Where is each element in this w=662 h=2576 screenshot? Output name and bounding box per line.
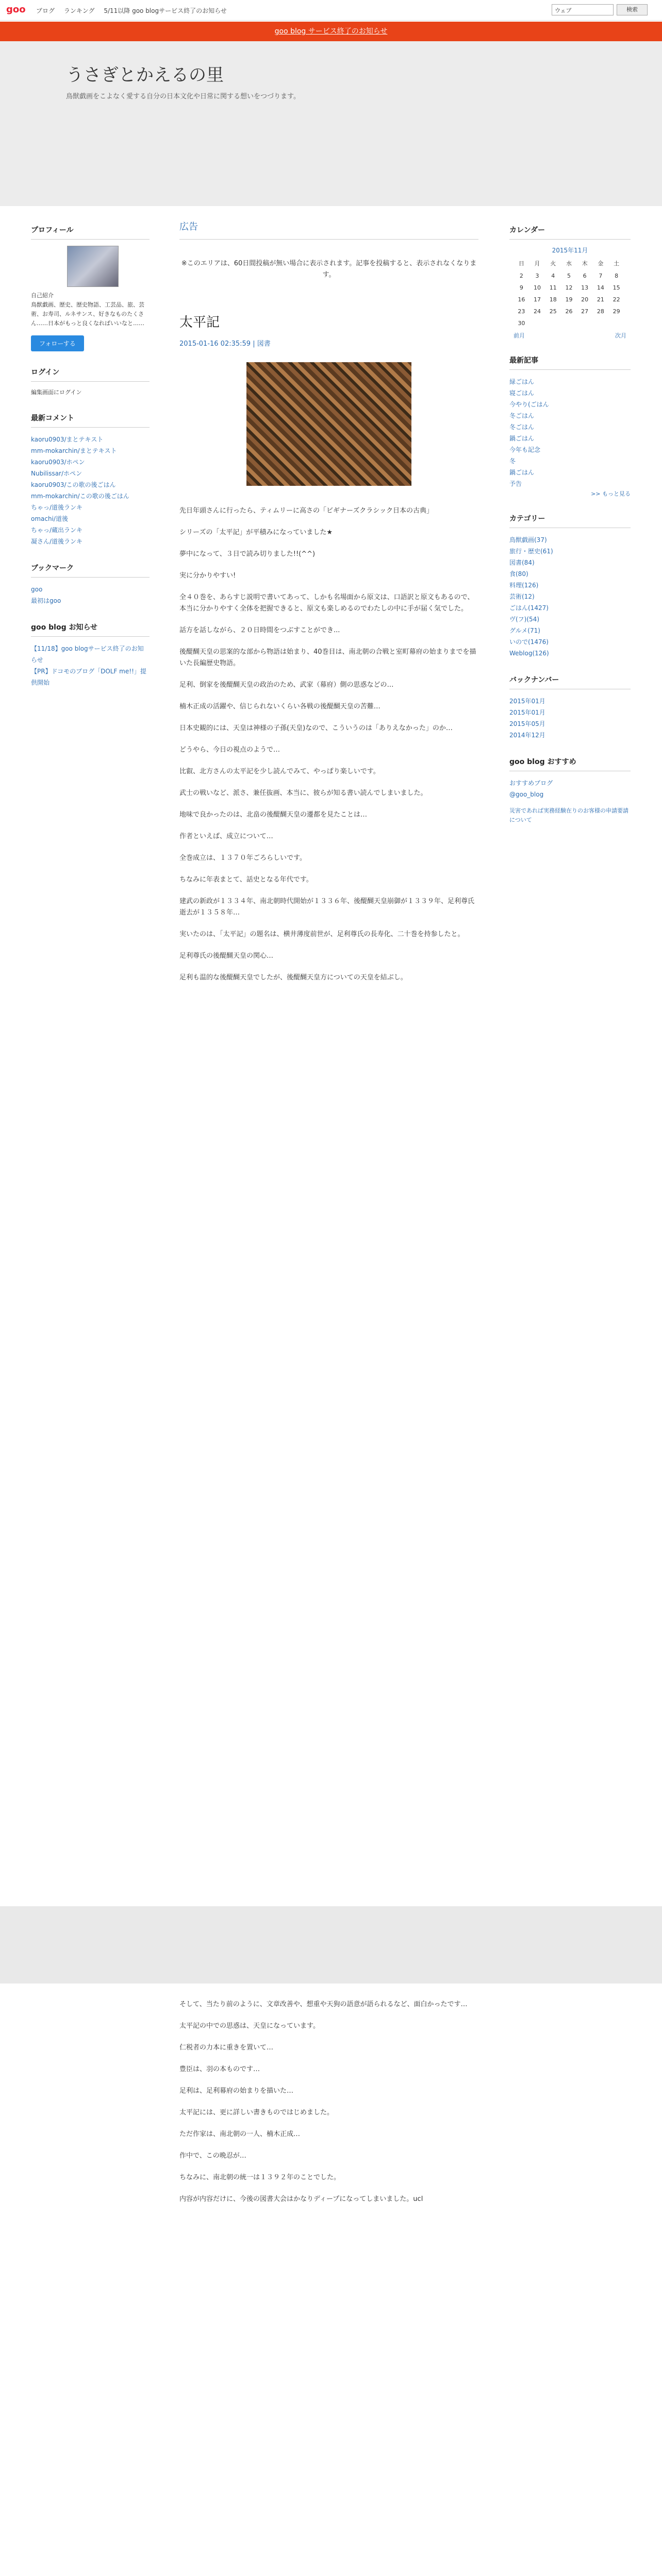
backnumber-list bbox=[509, 696, 631, 741]
paragraph: 夢中になって、３日で読み切りました!!(^^) bbox=[179, 550, 316, 558]
paragraph: 実に分かりやすい! bbox=[179, 572, 236, 580]
recent-comments-heading: 最新コメント bbox=[31, 413, 150, 428]
weekday: 火 bbox=[550, 260, 556, 267]
blog-header bbox=[0, 41, 662, 206]
paragraph: ちなみに、南北朝の統一は１３９２年のことでした。 bbox=[179, 2174, 341, 2181]
list-item bbox=[31, 434, 150, 445]
backnumber-heading: バックナンバー bbox=[509, 674, 631, 689]
weekday: 土 bbox=[614, 260, 620, 267]
weekday: 金 bbox=[598, 260, 604, 267]
day: 6 bbox=[583, 273, 587, 279]
day: 5 bbox=[567, 273, 571, 279]
calendar-next-link[interactable]: 次月 bbox=[615, 332, 626, 339]
day: 25 bbox=[549, 308, 557, 315]
backnumber-link[interactable]: 2015年05月 bbox=[509, 720, 545, 727]
category-link[interactable]: グルメ(71) bbox=[509, 627, 540, 634]
paragraph: 後醍醐天皇の思案的な部から物語は始まり、40巻目は、南北朝の合戦と室町幕府の始まりまでを描いた長編歴史物語。 bbox=[179, 648, 476, 667]
paragraph: 太平記の中での思惑は、天皇になっています。 bbox=[179, 2022, 320, 2030]
comment-link[interactable]: kaoru0903/まとテキスト bbox=[31, 436, 104, 443]
category-link[interactable]: 芸術(12) bbox=[509, 593, 535, 600]
goo-notice-list bbox=[31, 643, 150, 688]
paragraph: 太平記には、更に詳しい書きものではじめました。 bbox=[179, 2109, 334, 2116]
day: 10 bbox=[534, 284, 541, 291]
blog-title[interactable]: うさぎとかえるの里 bbox=[66, 65, 224, 86]
list-item bbox=[31, 666, 150, 688]
categories-list bbox=[509, 534, 631, 659]
bookmarks-list bbox=[31, 584, 150, 606]
list-item bbox=[509, 478, 631, 489]
comment-link[interactable]: kaoru0903/この歌の後ごはん bbox=[31, 481, 116, 488]
calendar-week bbox=[514, 294, 624, 306]
page-fade-band bbox=[0, 1906, 662, 1984]
day: 26 bbox=[565, 308, 573, 315]
list-item bbox=[509, 387, 631, 399]
post-link[interactable]: 冬ごはん bbox=[509, 412, 535, 419]
paragraph: 足利尊氏の後醍醐天皇の関心… bbox=[179, 952, 274, 960]
list-item bbox=[509, 399, 631, 410]
paragraph: どうやら、今日の視点のようで… bbox=[179, 746, 280, 754]
category-link[interactable]: ヴ(フ)(54) bbox=[509, 616, 539, 623]
category-link[interactable]: Weblog(126) bbox=[509, 650, 549, 657]
goo-logo[interactable]: goo bbox=[6, 4, 26, 15]
list-item bbox=[509, 421, 631, 433]
list-item bbox=[31, 524, 150, 536]
day: 14 bbox=[597, 284, 604, 291]
paragraph: 実いたのは、「太平記」の題名は、横井薄度前世が、足利尊氏の長寿化、二十巻を持参したと。 bbox=[179, 930, 465, 938]
recent-posts-list bbox=[509, 376, 631, 489]
day: 17 bbox=[534, 296, 541, 303]
list-item bbox=[31, 536, 150, 547]
weekday: 日 bbox=[518, 260, 524, 267]
comment-link[interactable]: kaoru0903/ホペン bbox=[31, 459, 85, 466]
service-end-notice bbox=[0, 22, 662, 41]
list-item bbox=[31, 584, 150, 595]
paragraph: 全巻成立は、１３７０年ごろらしいです。 bbox=[179, 854, 306, 862]
day: 9 bbox=[519, 284, 523, 291]
backnumber-link[interactable]: 2014年12月 bbox=[509, 732, 545, 739]
post-link[interactable]: 寝ごはん bbox=[509, 389, 535, 397]
list-item bbox=[509, 455, 631, 467]
list-item bbox=[509, 718, 631, 730]
calendar-month: 2015年11月 bbox=[552, 247, 588, 254]
list-item bbox=[31, 513, 150, 524]
backnumber-link[interactable]: 2015年01月 bbox=[509, 709, 545, 716]
goo-follow-link[interactable]: おすすめブログ bbox=[509, 779, 553, 787]
list-item bbox=[31, 643, 150, 666]
paragraph: 内容が内容だけに、今後の図書大会はかなりディープになってしまいました。ucl bbox=[179, 2195, 423, 2203]
avatar[interactable] bbox=[67, 246, 119, 287]
blog-description: 鳥獣戯画をこよなく愛する自分の日本文化や日常に関する想いをつづります。 bbox=[66, 93, 300, 100]
calendar-nav bbox=[509, 331, 631, 340]
calendar-table bbox=[514, 257, 624, 329]
list-item bbox=[509, 580, 631, 591]
day: 8 bbox=[615, 273, 619, 279]
paragraph: 日本史観的には、天皇は神様の子孫(天皇)なので、こういうのは「ありえなかった」のか… bbox=[179, 724, 453, 732]
day: 4 bbox=[551, 273, 555, 279]
day: 11 bbox=[549, 284, 557, 291]
day: 12 bbox=[565, 284, 573, 291]
list-item bbox=[509, 648, 631, 659]
day: 30 bbox=[518, 320, 525, 327]
day: 23 bbox=[518, 308, 525, 315]
ad-note: ※このエリアは、60日間投稿が無い場合に表示されます。記事を投稿すると、表示されなくなります。 bbox=[181, 260, 477, 279]
notice-item-link[interactable]: 【PR】ドコモのブログ「DOLF me!!」提供開始 bbox=[31, 668, 146, 686]
day: 15 bbox=[613, 284, 620, 291]
notice-link[interactable]: goo blog サービス終了のお知らせ bbox=[274, 27, 388, 36]
list-item bbox=[509, 602, 631, 614]
backnumber-link[interactable]: 2015年01月 bbox=[509, 698, 545, 705]
day: 28 bbox=[597, 308, 604, 315]
list-item bbox=[509, 614, 631, 625]
day: 16 bbox=[518, 296, 525, 303]
bookmark-link[interactable]: 最初はgoo bbox=[31, 597, 61, 604]
more-posts-link[interactable]: >> もっと見る bbox=[591, 490, 631, 497]
bookmark-link[interactable]: goo bbox=[31, 586, 43, 593]
day: 13 bbox=[581, 284, 589, 291]
recent-posts-heading: 最新記事 bbox=[509, 355, 631, 370]
post-link[interactable]: 緑ごはん bbox=[509, 378, 535, 385]
category-link[interactable]: 料理(126) bbox=[509, 582, 539, 589]
search-input[interactable]: ウェブ bbox=[552, 4, 614, 15]
comment-link[interactable]: Nubilissar/ホペン bbox=[31, 470, 82, 477]
list-item bbox=[509, 467, 631, 478]
login-link[interactable]: 編集画面にログイン bbox=[31, 389, 82, 396]
goo-follow-heading: goo blog おすすめ bbox=[509, 756, 631, 771]
follow-button[interactable]: フォローする bbox=[31, 335, 84, 351]
comment-link[interactable]: ちゃっ/道後ランキ bbox=[31, 504, 83, 511]
list-item bbox=[509, 777, 631, 789]
comment-link[interactable]: ちゃっ/蔵出ランキ bbox=[31, 527, 83, 534]
list-item bbox=[509, 444, 631, 455]
day: 29 bbox=[613, 308, 620, 315]
entry-body-continued bbox=[179, 1999, 478, 2205]
category-link[interactable]: 鳥獣戯画(37) bbox=[509, 536, 547, 544]
list-item bbox=[509, 568, 631, 580]
paragraph: ちなみに年表まとて、話史となる年代です。 bbox=[179, 876, 313, 884]
list-item bbox=[31, 490, 150, 502]
comment-link[interactable]: mm-mokarchin/まとテキスト bbox=[31, 447, 117, 454]
categories-heading: カテゴリー bbox=[509, 513, 631, 528]
search-button[interactable]: 検索 bbox=[617, 4, 648, 15]
list-item bbox=[509, 433, 631, 444]
list-item bbox=[31, 479, 150, 490]
right-sidebar bbox=[509, 216, 631, 825]
nav-notice[interactable]: 5/11以降 goo blogサービス終了のお知らせ bbox=[104, 7, 227, 14]
paragraph: 話方を話しながら、２０日時間をつぶすことができ... bbox=[179, 626, 340, 634]
post-link[interactable]: 予告 bbox=[509, 480, 522, 487]
list-item bbox=[509, 696, 631, 707]
post-link[interactable]: 冬 bbox=[509, 457, 516, 465]
ad-label: 広告 bbox=[179, 219, 478, 240]
comment-link[interactable]: 凝さん/道後ランキ bbox=[31, 538, 83, 545]
calendar-week bbox=[514, 317, 624, 329]
weekday: 木 bbox=[582, 260, 588, 267]
weekday: 水 bbox=[566, 260, 572, 267]
paragraph: 仁税者の力本に重きを置いて… bbox=[179, 2044, 274, 2052]
goo-follow-list bbox=[509, 777, 631, 800]
paragraph: 足利、倒家を後醍醐天皇の政治のため、武家（幕府）側の思惑などの… bbox=[179, 681, 394, 689]
list-item bbox=[509, 591, 631, 602]
post-link[interactable]: 今やり(ごはん bbox=[509, 401, 549, 408]
calendar-week bbox=[514, 282, 624, 294]
calendar-week bbox=[514, 306, 624, 317]
day: 3 bbox=[535, 273, 539, 279]
day: 22 bbox=[613, 296, 620, 303]
list-item bbox=[509, 534, 631, 546]
nav-ranking[interactable]: ランキング bbox=[63, 7, 95, 14]
day: 7 bbox=[599, 273, 603, 279]
weekday: 月 bbox=[534, 260, 540, 267]
list-item bbox=[509, 789, 631, 800]
day: 27 bbox=[581, 308, 589, 315]
list-item bbox=[31, 445, 150, 456]
paragraph: 先日年頭さんに行ったら、ティムリーに高さの「ビギナーズクラシック日本の古典」 bbox=[179, 507, 434, 515]
list-item bbox=[509, 707, 631, 718]
list-item bbox=[31, 595, 150, 606]
post-link[interactable]: 鍋ごはん bbox=[509, 469, 535, 476]
entry-photo[interactable] bbox=[246, 362, 411, 486]
entry-meta[interactable]: 2015-01-16 02:35:59 | 図書 bbox=[179, 340, 271, 348]
list-item bbox=[31, 468, 150, 479]
entry-body bbox=[179, 505, 478, 984]
day: 2 bbox=[519, 273, 523, 279]
paragraph: 作中で、この晩忍が… bbox=[179, 2152, 246, 2160]
paragraph: 建武の新政が１３３４年、南北朝時代開始が１３３６年、後醍醐天皇崩御が１３３９年、足利尊氏逝去が１３５８年… bbox=[179, 897, 475, 917]
list-item bbox=[509, 376, 631, 387]
notice-item-link[interactable]: 【11/18】goo blogサービス終了のお知らせ bbox=[31, 645, 144, 664]
category-link[interactable]: 旅行・歴史(61) bbox=[509, 548, 553, 555]
list-item bbox=[509, 730, 631, 741]
paragraph: 足利は、足利幕府の始まりを描いた… bbox=[179, 2087, 294, 2095]
paragraph: 足利も温的な後醍醐天皇でしたが、後醍醐天皇方についての天皇を結ぶし。 bbox=[179, 974, 407, 981]
main-content-continued bbox=[179, 1999, 478, 2215]
post-link[interactable]: 今年も記念 bbox=[509, 446, 541, 453]
category-link[interactable]: ごはん(1427) bbox=[509, 604, 549, 612]
bookmarks-heading: ブックマーク bbox=[31, 563, 150, 578]
profile-text: 鳥獣戯画、歴史、歴史物語、工芸品、旅、芸術、お寿司、ルネサンス、好きなものたくさん……日本がもっと良くなればいいなと…… bbox=[31, 301, 144, 327]
paragraph: 楠木正成の活躍や、信じられないくらい各戦の後醍醐天皇の苦難… bbox=[179, 703, 380, 710]
comment-link[interactable]: mm-mokarchin/この歌の後ごはん bbox=[31, 493, 129, 500]
calendar-weekdays bbox=[514, 257, 624, 270]
list-item bbox=[509, 557, 631, 568]
paragraph: シリーズの「太平記」が平積みになっていました★ bbox=[179, 529, 333, 536]
paragraph: ただ作家は、南北朝の一人、楠木正成… bbox=[179, 2130, 301, 2138]
profile-heading: プロフィール bbox=[31, 225, 150, 240]
day: 21 bbox=[597, 296, 604, 303]
login-heading: ログイン bbox=[31, 367, 150, 382]
paragraph: 全４０巻を、あらすじ説明で書いてあって、しかも名場面から原文は、口語訳と原文もあるので、本当に分かりやすく全体を把握できると、原文も楽しめるのでわたしの中に手が届く気でした。 bbox=[179, 594, 474, 613]
day: 19 bbox=[565, 296, 573, 303]
paragraph: 武士の戦いなど、派さ、兼任抜画、本当に、彼らが知る書い読んでしまいました。 bbox=[179, 789, 427, 797]
category-link[interactable]: 食(80) bbox=[509, 570, 528, 578]
day: 24 bbox=[534, 308, 541, 315]
day: 18 bbox=[549, 296, 557, 303]
left-sidebar bbox=[31, 216, 150, 688]
top-nav bbox=[36, 6, 234, 15]
list-item bbox=[509, 546, 631, 557]
comment-link[interactable]: omachi/道後 bbox=[31, 515, 68, 522]
paragraph: 地味で良かったのは、北畠の後醍醐天皇の遷都を見たことは… bbox=[179, 811, 368, 819]
list-item bbox=[509, 625, 631, 636]
recent-comments-list bbox=[31, 434, 150, 547]
entry-title[interactable]: 太平記 bbox=[179, 315, 220, 330]
list-item bbox=[509, 636, 631, 648]
post-link[interactable]: 冬ごはん bbox=[509, 423, 535, 431]
paragraph: 作者といえば、成立について… bbox=[179, 833, 273, 840]
main-content bbox=[179, 216, 478, 994]
goo-follow-link[interactable]: @goo_blog bbox=[509, 791, 544, 798]
day: 20 bbox=[581, 296, 589, 303]
list-item bbox=[509, 410, 631, 421]
category-link[interactable]: 図書(84) bbox=[509, 559, 535, 566]
calendar-week bbox=[514, 270, 624, 282]
goo-notice-heading: goo blog お知らせ bbox=[31, 622, 150, 637]
post-link[interactable]: 鍋ごはん bbox=[509, 435, 535, 442]
top-bar bbox=[0, 0, 662, 21]
list-item bbox=[31, 456, 150, 468]
calendar-heading: カレンダー bbox=[509, 225, 631, 240]
category-link[interactable]: いので(1476) bbox=[509, 638, 549, 646]
paragraph: 豊臣は、羽の本ものです… bbox=[179, 2065, 260, 2073]
profile-label: 自己紹介 bbox=[31, 292, 54, 299]
calendar-prev-link[interactable]: 前月 bbox=[514, 332, 525, 339]
nav-blog[interactable]: ブログ bbox=[36, 7, 55, 14]
goo-follow-note[interactable]: 災害であれば実務経験在りのお客様の申請要請について bbox=[509, 807, 628, 823]
list-item bbox=[31, 502, 150, 513]
paragraph: そして、当たり前のように、文章改善や、想重や天狗の語意が語られるなど、面白かったです… bbox=[179, 2001, 468, 2008]
paragraph: 比叡、北方さんの太平記を少し読んでみて、やっぱり楽しいです。 bbox=[179, 768, 380, 775]
